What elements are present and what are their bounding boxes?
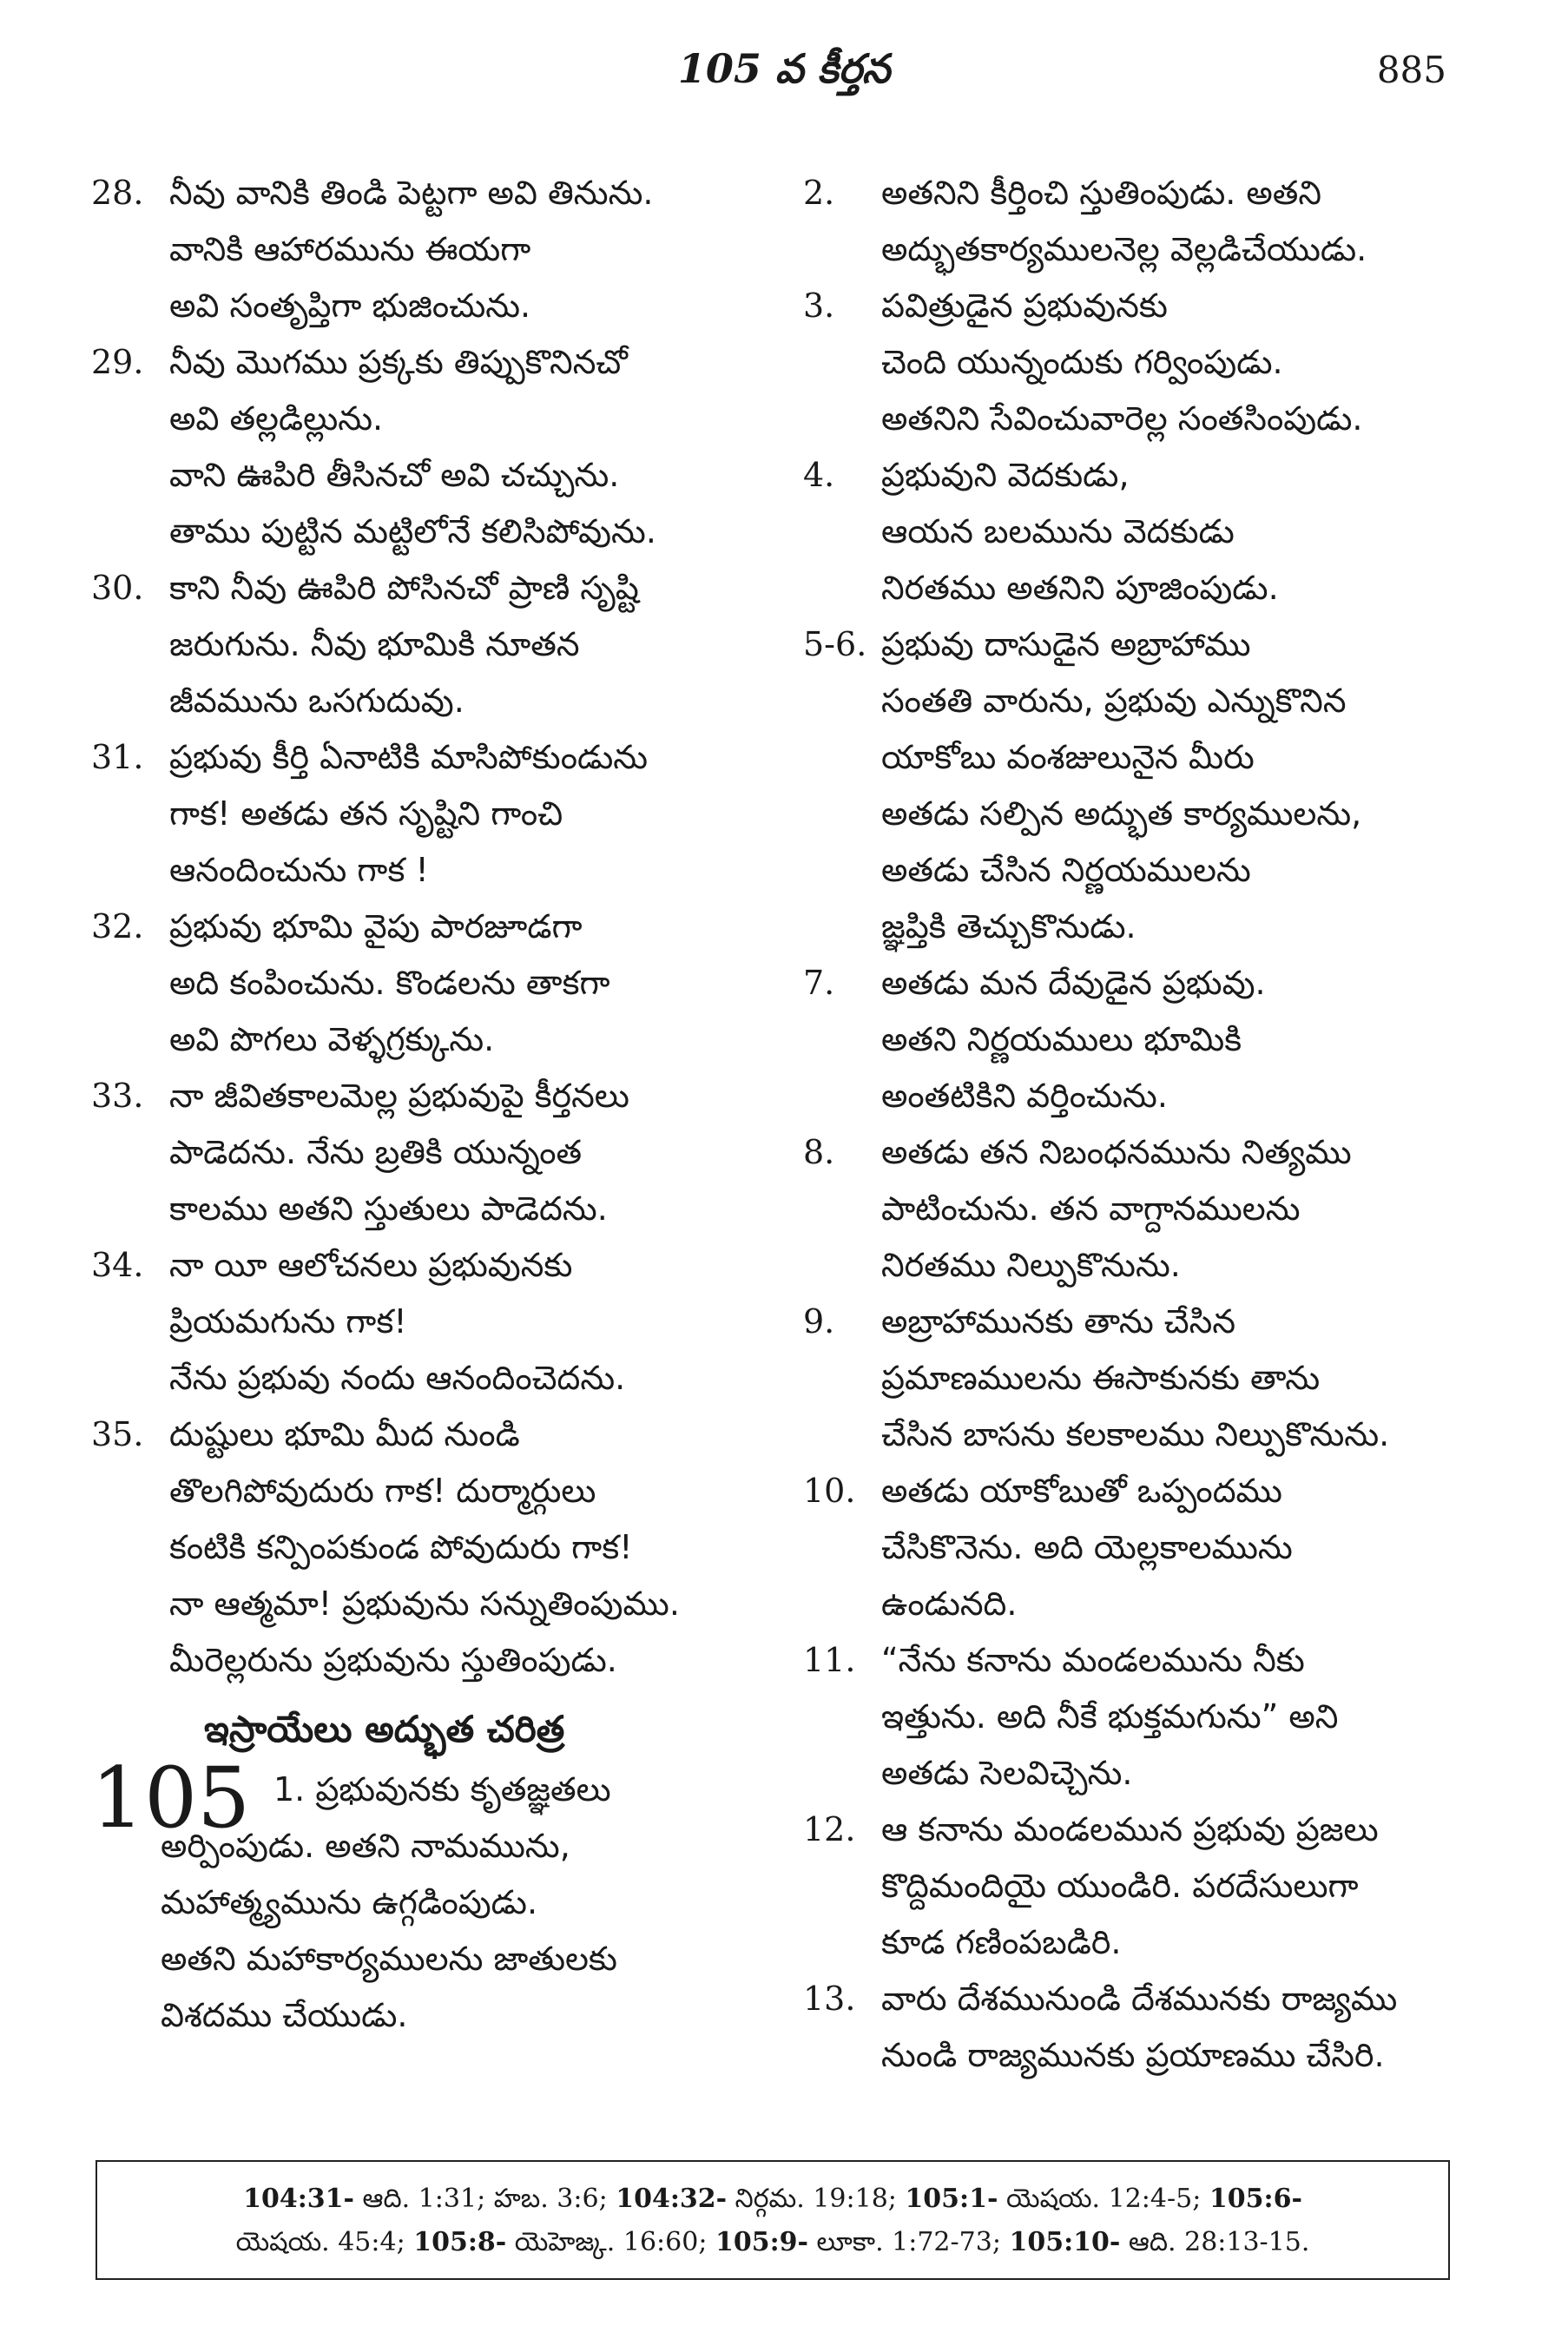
verse-line: అతని నిర్ణయములు భూమికి bbox=[881, 1020, 1242, 1058]
verse-line: ఆనందించును గాక ! bbox=[169, 851, 429, 889]
verse-line: ఆయన బలమును వెదకుడు bbox=[881, 512, 1235, 550]
reference-text: ఆది. 28:13-15. bbox=[1120, 2227, 1310, 2257]
verse-number: 31. bbox=[91, 738, 144, 776]
verse-line: అది కంపించును. కొండలను తాకగా bbox=[169, 964, 610, 1002]
verse-line: 1. ప్రభువునకు కృతజ్ఞతలు bbox=[273, 1770, 611, 1808]
verse-line: కంటికి కన్పింపకుండ పోవుదురు గాక! bbox=[169, 1528, 633, 1566]
verse bbox=[803, 278, 1480, 447]
right-column bbox=[803, 165, 1480, 2084]
reference-text: యెహెజ్క. 16:60; bbox=[506, 2227, 715, 2257]
verse bbox=[803, 1294, 1480, 1463]
verse-line: నీవు వానికి తిండి పెట్టగా అవి తినును. bbox=[169, 174, 654, 212]
verse-line: పవిత్రుడైన ప్రభువునకు bbox=[881, 287, 1168, 325]
chapter-number: 105 bbox=[91, 1749, 251, 1847]
verse-number: 5-6. bbox=[803, 625, 867, 663]
verse-number: 30. bbox=[91, 569, 144, 607]
verse-line: అతడు సల్పిన అద్భుత కార్యములను, bbox=[881, 794, 1362, 833]
reference-key: 105:6- bbox=[1209, 2184, 1302, 2214]
verse-line: అతడు తన నిబంధనమును నిత్యము bbox=[881, 1133, 1352, 1171]
verse-line: నిరతము అతనిని పూజింపుడు. bbox=[881, 569, 1279, 607]
verse-line: కొద్దిమందియై యుండిరి. పరదేసులుగా bbox=[881, 1867, 1359, 1905]
verse-number: 8. bbox=[803, 1133, 835, 1171]
verse bbox=[91, 165, 768, 334]
verse-line: మీరెల్లరును ప్రభువును స్తుతింపుడు. bbox=[169, 1641, 617, 1679]
verse bbox=[91, 729, 768, 899]
section-heading: ఇస్రాయేలు అద్భుత చరిత్ర bbox=[204, 1708, 565, 1750]
verse-line: నీవు మొగము ప్రక్కకు తిప్పుకొనినచో bbox=[169, 343, 628, 381]
verse-number: 12. bbox=[803, 1810, 856, 1848]
verse-line: ఉండునది. bbox=[881, 1584, 1018, 1623]
verse bbox=[91, 560, 768, 729]
reference-text: యెషయ. 45:4; bbox=[235, 2227, 414, 2257]
verse-line: దుష్టులు భూమి మీద నుండి bbox=[169, 1415, 520, 1453]
verse-number: 3. bbox=[803, 287, 835, 325]
verse-line: అతని మహాకార్యములను జాతులకు bbox=[161, 1940, 617, 1978]
reference-key: 105:10- bbox=[1009, 2227, 1121, 2257]
verse-line: తొలగిపోవుదురు గాక! దుర్మార్గులు bbox=[169, 1472, 596, 1510]
verse-line: నా యీ ఆలోచనలు ప్రభువునకు bbox=[169, 1246, 573, 1284]
verse-line: వారు దేశమునుండి దేశమునకు రాజ్యము bbox=[881, 1980, 1398, 2018]
verse bbox=[803, 1632, 1480, 1802]
verse-number: 28. bbox=[91, 174, 144, 212]
verse-line: పాటించును. తన వాగ్దానములను bbox=[881, 1189, 1301, 1228]
page-title: 105 వ కీర్తన bbox=[677, 45, 891, 92]
verse bbox=[803, 1802, 1480, 1971]
verse-line: నేను ప్రభువు నందు ఆనందించెదను. bbox=[169, 1359, 626, 1397]
verse-line: అబ్రాహామునకు తాను చేసిన bbox=[881, 1302, 1236, 1341]
reference-text: ఆది. 1:31; హబ. 3:6; bbox=[353, 2184, 616, 2214]
verse-line: అవి పొగలు వెళ్ళగ్రక్కును. bbox=[169, 1020, 495, 1058]
verse-line: ప్రభువుని వెదకుడు, bbox=[881, 456, 1130, 494]
reference-text: యెషయ. 12:4-5; bbox=[998, 2184, 1209, 2214]
verse-line: అతడు యాకోబుతో ఒప్పందము bbox=[881, 1472, 1282, 1510]
verse-line: అద్భుతకార్యములనెల్ల వెల్లడిచేయుడు. bbox=[881, 230, 1367, 268]
verse-line: జీవమును ఒసగుదువు. bbox=[169, 682, 464, 720]
verse bbox=[803, 447, 1480, 616]
verse-number: 35. bbox=[91, 1415, 144, 1453]
verse bbox=[803, 955, 1480, 1124]
verse-number: 13. bbox=[803, 1980, 856, 2018]
verse-line: నుండి రాజ్యమునకు ప్రయాణము చేసిరి. bbox=[881, 2036, 1385, 2074]
reference-text: లూకా. 1:72-73; bbox=[808, 2227, 1010, 2257]
verse-line: నా ఆత్మమా! ప్రభువును సన్నుతింపుము. bbox=[169, 1584, 680, 1623]
verse-line: ప్రభువు దాసుడైన అబ్రాహాము bbox=[881, 625, 1251, 663]
verse-line: అర్పింపుడు. అతని నామమును, bbox=[161, 1827, 570, 1865]
verse-number: 7. bbox=[803, 964, 835, 1002]
left-column bbox=[91, 165, 768, 2044]
reference-key: 104:32- bbox=[616, 2184, 728, 2214]
verse-line: ప్రియమగును గాక! bbox=[169, 1302, 407, 1341]
verse-line: ప్రభువు భూమి వైపు పారజూడగా bbox=[169, 907, 583, 945]
cross-reference-box bbox=[96, 2160, 1450, 2280]
verse bbox=[91, 1237, 768, 1407]
verse-line: అతడు మన దేవుడైన ప్రభువు. bbox=[881, 964, 1266, 1002]
chapter-start bbox=[91, 1749, 768, 2044]
verse-line: కాని నీవు ఊపిరి పోసినచో ప్రాణి సృష్టి bbox=[169, 569, 639, 607]
verse-line: అతనిని సేవించువారెల్ల సంతసింపుడు. bbox=[881, 399, 1363, 438]
reference-key: 105:1- bbox=[905, 2184, 998, 2214]
verse bbox=[803, 1971, 1480, 2084]
verse bbox=[803, 1124, 1480, 1294]
reference-key: 105:8- bbox=[413, 2227, 507, 2257]
verse-line: పాడెదను. నేను బ్రతికి యున్నంత bbox=[169, 1133, 583, 1171]
reference-line bbox=[122, 2221, 1424, 2264]
verse-number: 9. bbox=[803, 1302, 835, 1341]
reference-key: 104:31- bbox=[243, 2184, 354, 2214]
verse-line: చేసికొనెను. అది యెల్లకాలమును bbox=[881, 1528, 1293, 1566]
verse-line: అంతటికిని వర్తించును. bbox=[881, 1077, 1168, 1115]
verse-line: ప్రమాణములను ఈసాకునకు తాను bbox=[881, 1359, 1321, 1397]
verse-line: అతనిని కీర్తించి స్తుతింపుడు. అతని bbox=[881, 174, 1322, 212]
verse-line: చేసిన బాసను కలకాలము నిల్పుకొనును. bbox=[881, 1415, 1390, 1453]
verse-line: చెంది యున్నందుకు గర్వింపుడు. bbox=[881, 343, 1283, 381]
verse-line: విశదము చేయుడు. bbox=[161, 1996, 408, 2034]
reference-text: నిర్గమ. 19:18; bbox=[727, 2184, 906, 2214]
verse-line: నిరతము నిల్పుకొనును. bbox=[881, 1246, 1181, 1284]
verse-line: వాని ఊపిరి తీసినచో అవి చచ్చును. bbox=[169, 456, 620, 494]
verse bbox=[803, 616, 1480, 955]
verse bbox=[803, 1463, 1480, 1632]
verse-line: గాక! అతడు తన సృష్టిని గాంచి bbox=[169, 794, 563, 833]
verse-number: 32. bbox=[91, 907, 144, 945]
verse-number: 10. bbox=[803, 1472, 856, 1510]
page-number: 885 bbox=[1376, 49, 1446, 91]
verse-number: 33. bbox=[91, 1077, 144, 1115]
verse-line: కూడ గణింపబడిరి. bbox=[881, 1923, 1122, 1961]
verse-line: ఆ కనాను మండలమున ప్రభువు ప్రజలు bbox=[881, 1810, 1379, 1848]
verse bbox=[91, 899, 768, 1068]
verse-line: యాకోబు వంశజులునైన మీరు bbox=[881, 738, 1255, 776]
verse-line: ప్రభువు కీర్తి ఏనాటికి మాసిపోకుండును bbox=[169, 738, 649, 776]
verse bbox=[91, 1407, 768, 1689]
verse-line: తాము పుట్టిన మట్టిలోనే కలిసిపోవును. bbox=[169, 512, 656, 550]
verse bbox=[803, 165, 1480, 278]
verse-line: అతడు చేసిన నిర్ణయములను bbox=[881, 851, 1251, 889]
verse-line: అవి సంతృప్తిగా భుజించును. bbox=[169, 287, 531, 325]
verse-number: 34. bbox=[91, 1246, 144, 1284]
reference-key: 105:9- bbox=[715, 2227, 808, 2257]
verse bbox=[91, 1068, 768, 1237]
verse-line: వానికి ఆహారమును ఈయగా bbox=[169, 230, 531, 268]
verse-line: మహాత్మ్యమును ఉగ్గడింపుడు. bbox=[161, 1883, 538, 1921]
verse-line: సంతతి వారును, ప్రభువు ఎన్నుకొనిన bbox=[881, 682, 1347, 720]
verse-number: 4. bbox=[803, 456, 835, 494]
verse-line: జ్ఞప్తికి తెచ్చుకొనుడు. bbox=[881, 907, 1136, 945]
verse-line: ఇత్తును. అది నీకే భుక్తమగును” అని bbox=[881, 1697, 1339, 1736]
verse-line: జరుగును. నీవు భూమికి నూతన bbox=[169, 625, 580, 663]
reference-line bbox=[122, 2177, 1424, 2221]
verse-line: కాలము అతని స్తుతులు పాడెదను. bbox=[169, 1189, 608, 1228]
verse-line: నా జీవితకాలమెల్ల ప్రభువుపై కీర్తనలు bbox=[169, 1077, 629, 1115]
verse-line: అవి తల్లడిల్లును. bbox=[169, 399, 384, 438]
verse-line: “నేను కనాను మండలమును నీకు bbox=[881, 1641, 1305, 1679]
verse-number: 11. bbox=[803, 1641, 856, 1679]
verse-number: 29. bbox=[91, 343, 144, 381]
verse-line: అతడు సెలవిచ్చెను. bbox=[881, 1754, 1133, 1792]
verse-number: 2. bbox=[803, 174, 835, 212]
verse bbox=[91, 334, 768, 560]
